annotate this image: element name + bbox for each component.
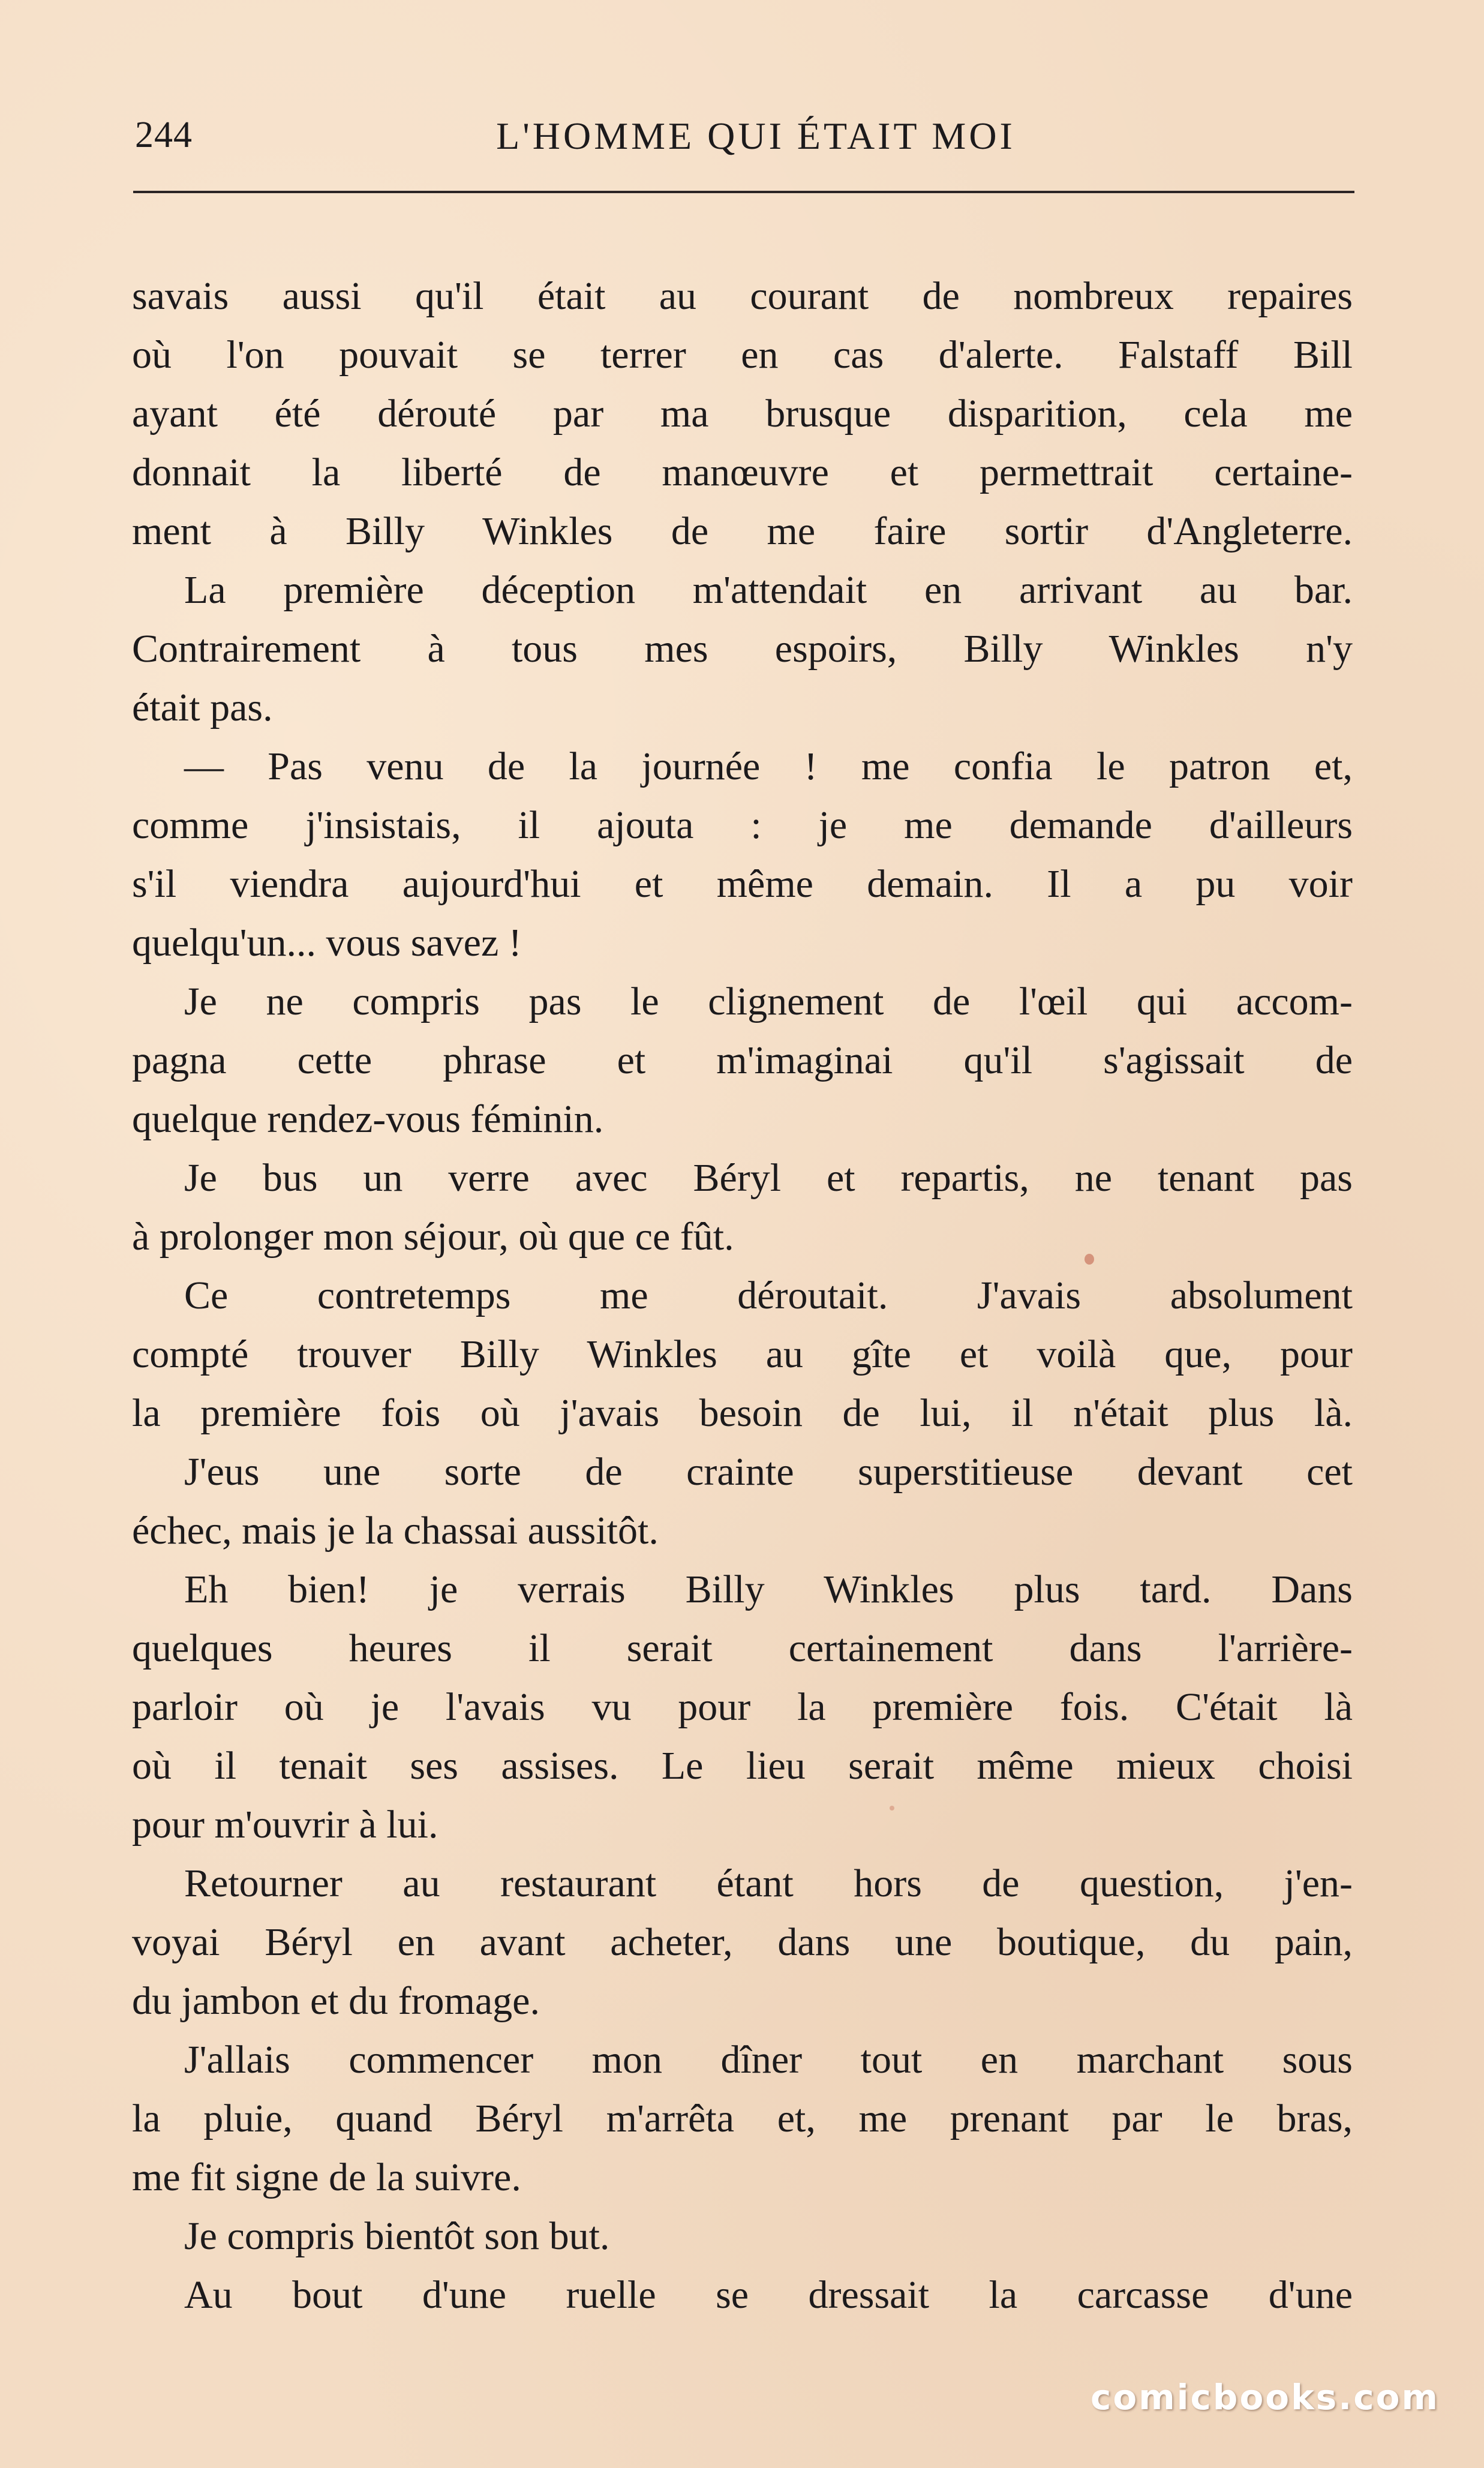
text-line: compté trouver Billy Winkles au gîte et voilà que, pour	[132, 1332, 1353, 1376]
text-line: donnait la liberté de manœuvre et permettrait certaine-	[132, 451, 1353, 494]
text-line: ayant été dérouté par ma brusque disparition, cela me	[132, 392, 1353, 436]
text-line: du jambon et du fromage.	[132, 1979, 540, 2023]
text-line: où l'on pouvait se terrer en cas d'alerte. Falstaff Bill	[132, 333, 1353, 377]
text-line: était pas.	[132, 686, 273, 729]
text-line: pour m'ouvrir à lui.	[132, 1803, 438, 1847]
text-line: quelque rendez-vous féminin.	[132, 1097, 604, 1141]
text-line: Au bout d'une ruelle se dressait la carcasse d'une	[184, 2273, 1353, 2317]
text-line: — Pas venu de la journée ! me confia le patron et,	[184, 744, 1353, 788]
text-line: quelques heures il serait certainement dans l'arrière-	[132, 1626, 1353, 1670]
text-line: quelqu'un... vous savez !	[132, 921, 522, 965]
text-line: la pluie, quand Béryl m'arrêta et, me prenant par le bras,	[132, 2097, 1353, 2140]
running-title: L'HOMME QUI ÉTAIT MOI	[496, 115, 1016, 157]
text-line: ment à Billy Winkles de me faire sortir d'Angleterre.	[132, 509, 1353, 553]
text-line: la première fois où j'avais besoin de lui, il n'était plus là.	[132, 1391, 1353, 1435]
text-line: Ce contretemps me déroutait. J'avais absolument	[184, 1274, 1353, 1317]
text-line: voyai Béryl en avant acheter, dans une boutique, du pain,	[132, 1920, 1353, 1964]
text-line: à prolonger mon séjour, où que ce fût.	[132, 1215, 734, 1259]
text-line: où il tenait ses assises. Le lieu serait même mieux choisi	[132, 1744, 1353, 1788]
text-line: J'eus une sorte de crainte superstitieuse devant cet	[184, 1450, 1353, 1494]
text-line: Contrairement à tous mes espoirs, Billy Winkles n'y	[132, 627, 1353, 671]
text-line: comme j'insistais, il ajouta : je me demande d'ailleurs	[132, 803, 1353, 847]
text-line: parloir où je l'avais vu pour la première fois. C'était là	[132, 1685, 1353, 1729]
text-line: savais aussi qu'il était au courant de nombreux repaires	[132, 274, 1353, 318]
text-line: pagna cette phrase et m'imaginai qu'il s'agissait de	[132, 1038, 1353, 1082]
paper-speck	[890, 1806, 894, 1811]
body-text	[132, 267, 1353, 2325]
header-rule	[133, 191, 1354, 193]
watermark: comicbooks.com	[1091, 2377, 1440, 2418]
page-header	[135, 114, 1353, 168]
text-line: s'il viendra aujourd'hui et même demain. Il a pu voir	[132, 862, 1353, 906]
text-line: Je ne compris pas le clignement de l'œil qui accom-	[184, 980, 1353, 1023]
text-line: Eh bien! je verrais Billy Winkles plus tard. Dans	[184, 1568, 1353, 1611]
paper-speck	[1085, 1254, 1094, 1265]
text-line: me fit signe de la suivre.	[132, 2155, 521, 2199]
text-line: Je bus un verre avec Béryl et repartis, ne tenant pas	[184, 1156, 1353, 1200]
text-line: Retourner au restaurant étant hors de question, j'en-	[184, 1861, 1353, 1905]
text-line: La première déception m'attendait en arrivant au bar.	[184, 568, 1353, 612]
text-line: J'allais commencer mon dîner tout en marchant sous	[184, 2038, 1353, 2082]
page-number: 244	[135, 115, 193, 155]
text-line: échec, mais je la chassai aussitôt.	[132, 1509, 659, 1553]
text-line: Je compris bientôt son but.	[184, 2214, 610, 2258]
